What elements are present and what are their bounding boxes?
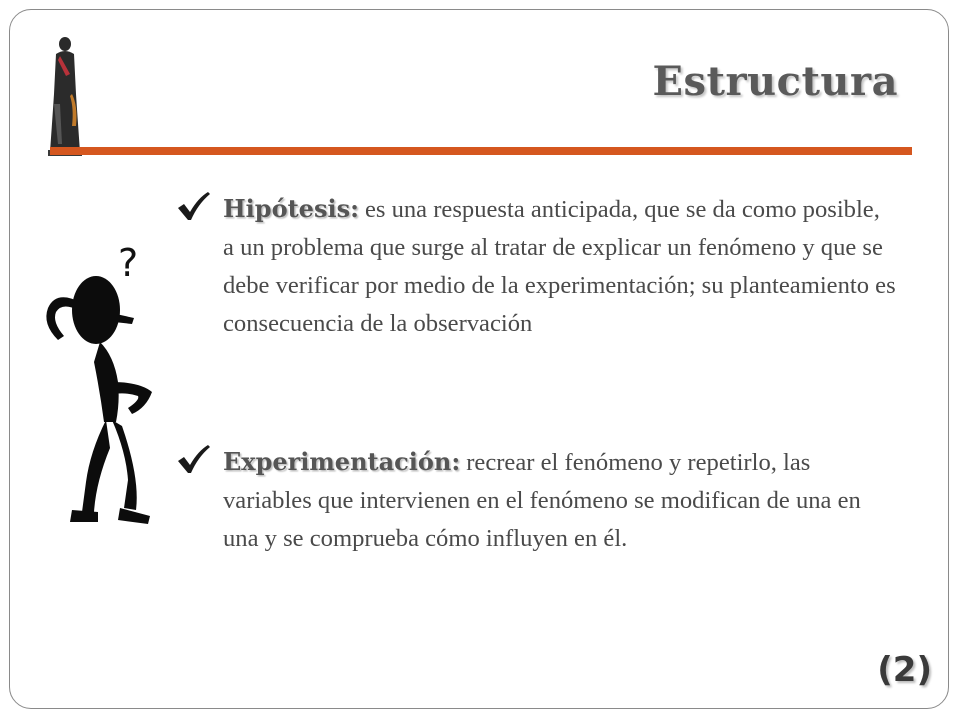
slide-title: Estructura [652,58,898,105]
check-mark-icon [176,192,210,222]
thinker-question-mark: ? [118,241,139,285]
standing-figure-illustration [48,34,82,158]
page-number: (2) [877,650,932,690]
check-mark-icon [176,445,210,475]
bullet-text [223,443,896,558]
bullet-term: Experimentación: [223,447,461,476]
bullet-description: recrear el fenómeno y repetirlo, las variables que intervienen en el fenómeno se modifican de una en una y se comprueba cómo influyen en él. [223,449,861,552]
bullet-text [223,190,896,343]
thinking-person-illustration [28,232,168,532]
bullet-hipotesis [176,190,896,343]
bullet-term: Hipótesis: [223,194,359,223]
bullet-description: es una respuesta anticipada, que se da como posible, a un problema que surge al tratar de explicar un fenómeno y que se debe verificar por medio de la experimentación; su planteamiento es consecuencia de la observación [223,196,896,337]
bullet-experimentacion [176,443,896,558]
title-underline [50,147,912,155]
